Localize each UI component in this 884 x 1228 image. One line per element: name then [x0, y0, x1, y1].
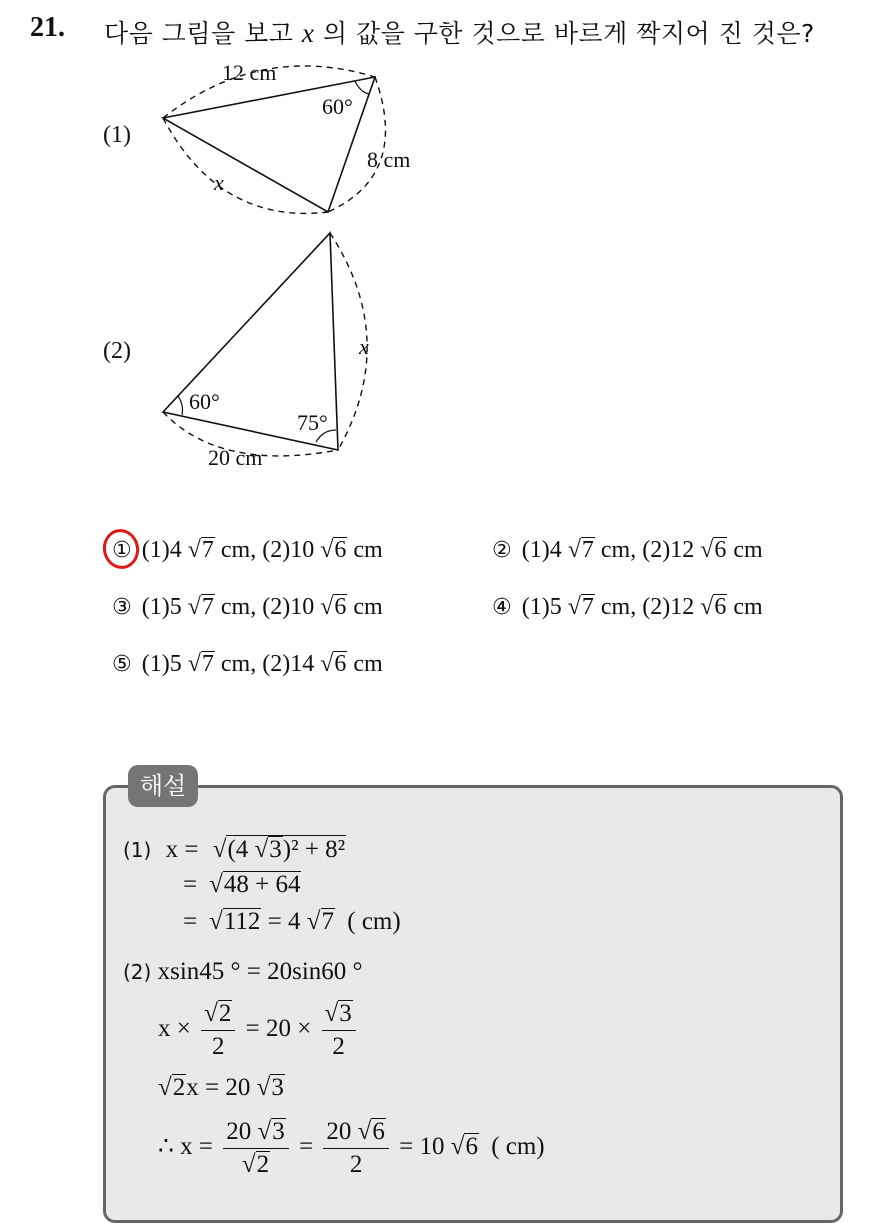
choice-2[interactable]: ② (1)4 √7 cm, (2)12 √6 cm	[492, 537, 763, 563]
choice-5-unit: cm	[353, 651, 383, 677]
figure1-side-top: 12 cm	[222, 60, 277, 85]
question-variable: x	[301, 18, 315, 48]
choice-3-part2: cm, (2)10	[220, 594, 315, 620]
figure2-angle-bottom: 75°	[297, 410, 328, 435]
choice-3[interactable]: ③ (1)5 √7 cm, (2)10 √6 cm	[112, 594, 383, 620]
solution-l1-radical: (4 √3)² + 8²	[227, 836, 346, 863]
choice-2-part2: cm, (2)12	[600, 537, 695, 563]
choice-1[interactable]: ① (1)4 √7 cm, (2)10 √6 cm	[112, 537, 383, 563]
question-number: 21.	[30, 12, 65, 43]
solution-part2-line1: (2) xsin45 ° = 20sin60 °	[123, 958, 363, 985]
choice-2-part1: (1)4	[521, 537, 562, 563]
choice-5-part1: (1)5	[141, 651, 182, 677]
choice-4-number: ④	[492, 595, 512, 620]
choice-2-unit: cm	[733, 537, 763, 563]
choice-5-radicand1: 7	[201, 651, 214, 677]
choice-1-part2: cm, (2)10	[220, 537, 315, 563]
choice-3-radicand1: 7	[201, 594, 214, 620]
solution-part1-line3: = √112 = 4 √7 ( cm)	[183, 908, 401, 935]
solution-part2-line2: x × $\frac{√2}{2}$ = 20 × $\frac{√3}{2}$	[158, 1000, 360, 1061]
choice-4[interactable]: ④ (1)5 √7 cm, (2)12 √6 cm	[492, 594, 763, 620]
solution-part1-line2: = √48 + 64	[183, 871, 301, 898]
figure2-side-bottom: 20 cm	[208, 445, 263, 470]
figure1-label: (1)	[103, 122, 131, 148]
solution-l3-radical: 112	[223, 908, 261, 935]
solution-part2-line4: ∴ x = $\frac{20 √3}{√2}$ = $\frac{20 √6}{2}$ = 10 √6 ( cm)	[158, 1118, 545, 1178]
figure1-angle: 60°	[322, 94, 353, 119]
figure2-label: (2)	[103, 338, 131, 364]
choice-4-radicand2: 6	[714, 594, 727, 620]
question-text-after: 의 값을 구한 것으로 바르게 짝지어 진 것은?	[322, 19, 815, 48]
choice-1-number: ①	[112, 538, 132, 563]
question-text-before: 다음 그림을 보고	[104, 19, 294, 48]
choice-5-radicand2: 6	[334, 651, 347, 677]
choice-3-number: ③	[112, 595, 132, 620]
solution-part1-line1: (1) x = √(4 √3)² + 8²	[123, 836, 346, 863]
solution-l1-lhs: x =	[165, 836, 199, 863]
choice-2-number: ②	[492, 538, 512, 563]
solution-tab: 해설	[128, 765, 198, 807]
solution-part2-label: (2)	[123, 960, 152, 984]
choice-5-part2: cm, (2)14	[220, 651, 315, 677]
choice-1-unit: cm	[353, 537, 383, 563]
choice-2-radicand1: 7	[581, 537, 594, 563]
figure1-angle-arc	[355, 81, 369, 94]
choice-4-radicand1: 7	[581, 594, 594, 620]
choice-4-part1: (1)5	[521, 594, 562, 620]
choice-2-radicand2: 6	[714, 537, 727, 563]
choice-3-unit: cm	[353, 594, 383, 620]
figure1-side-right: 8 cm	[367, 147, 411, 172]
choice-1-radicand1: 7	[201, 537, 214, 563]
choice-1-part1: (1)4	[141, 537, 182, 563]
figure1-side-bottom: x	[214, 170, 224, 195]
choice-5-number: ⑤	[112, 652, 132, 677]
choice-4-unit: cm	[733, 594, 763, 620]
choice-1-radicand2: 6	[334, 537, 347, 563]
choice-3-radicand2: 6	[334, 594, 347, 620]
solution-l2-radical: 48 + 64	[223, 871, 301, 898]
choice-4-part2: cm, (2)12	[600, 594, 695, 620]
figures-svg	[0, 0, 884, 480]
figure2-side-right: x	[359, 334, 369, 359]
figure2-angle-left-arc	[178, 396, 183, 415]
figure2-angle-left: 60°	[189, 389, 220, 414]
choice-5[interactable]: ⑤ (1)5 √7 cm, (2)14 √6 cm	[112, 651, 383, 677]
solution-part2-line3: √2x = 20 √3	[158, 1074, 284, 1101]
choice-3-part1: (1)5	[141, 594, 182, 620]
solution-part1-label: (1)	[123, 838, 152, 862]
